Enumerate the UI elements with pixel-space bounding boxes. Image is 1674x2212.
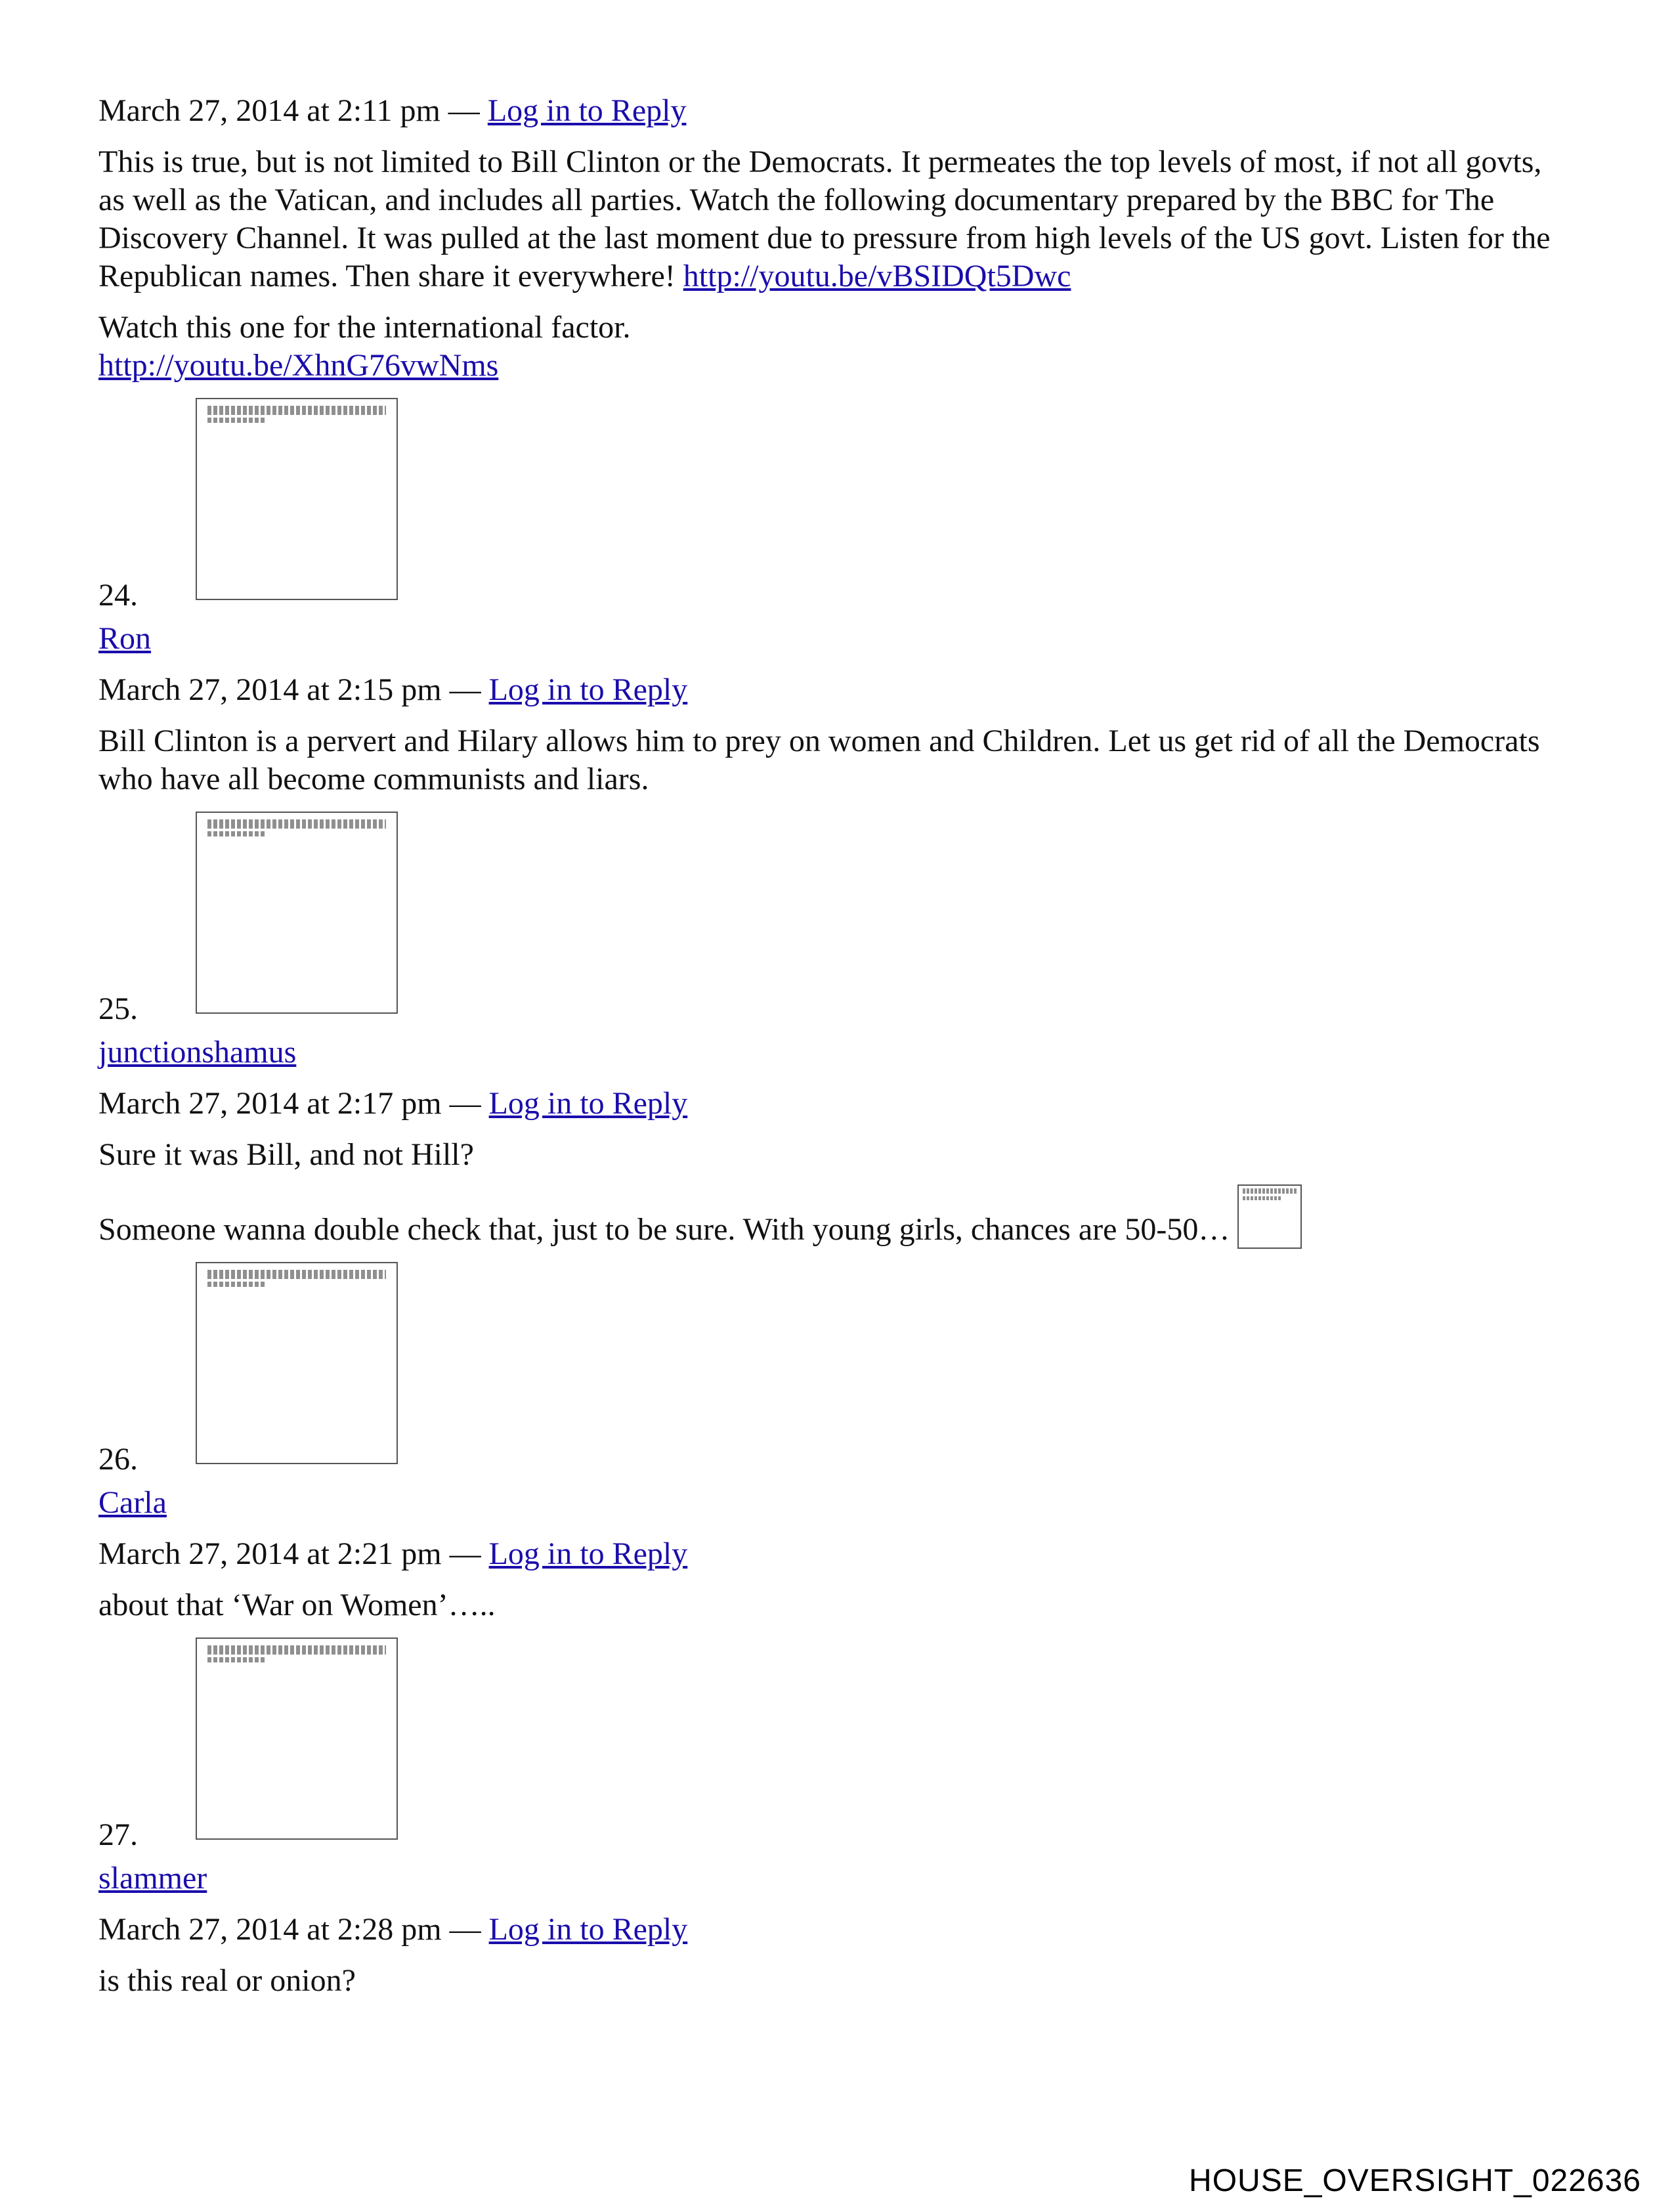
comment-header	[98, 398, 1576, 615]
comment-meta: March 27, 2014 at 2:21 pm — Log in to Reply	[98, 1536, 688, 1571]
comment-author-link[interactable]: junctionshamus	[98, 1035, 297, 1070]
comment-author-link[interactable]: Ron	[98, 621, 152, 656]
avatar-placeholder	[196, 1637, 398, 1840]
comment-header	[98, 1637, 1576, 1854]
comment-number: 24.	[98, 578, 138, 613]
comment-meta: March 27, 2014 at 2:28 pm — Log in to Reply	[98, 1912, 688, 1947]
comment-number: 26.	[98, 1442, 138, 1477]
comment-body: about that ‘War on Women’…..	[98, 1588, 496, 1622]
avatar-placeholder	[196, 812, 398, 1014]
comment-header	[98, 812, 1576, 1028]
comment-number: 25.	[98, 991, 138, 1026]
log-in-to-reply-link[interactable]: Log in to Reply	[488, 672, 688, 707]
youtube-link[interactable]: http://youtu.be/XhnG76vwNms	[98, 348, 499, 383]
comment-extra: Watch this one for the international factor. http://youtu.be/XhnG76vwNms	[98, 310, 631, 383]
comment-author-link[interactable]: slammer	[98, 1861, 207, 1896]
avatar-placeholder	[196, 398, 398, 600]
bates-number: HOUSE_OVERSIGHT_022636	[1189, 2163, 1641, 2198]
comment-thread	[98, 92, 1576, 2000]
emoji-image-placeholder	[1237, 1184, 1302, 1249]
log-in-to-reply-link[interactable]: Log in to Reply	[488, 1086, 688, 1121]
youtube-link[interactable]: http://youtu.be/vBSIDQt5Dwc	[683, 259, 1071, 293]
comment-header	[98, 1262, 1576, 1479]
comment-extra: Someone wanna double check that, just to be sure. With young girls, chances are 50-50…	[98, 1184, 1576, 1249]
comment-meta: March 27, 2014 at 2:15 pm — Log in to Reply	[98, 672, 688, 707]
comment-body: is this real or onion?	[98, 1963, 356, 1998]
comment-meta: March 27, 2014 at 2:11 pm — Log in to Reply	[98, 93, 687, 128]
comment-number: 27.	[98, 1817, 138, 1852]
log-in-to-reply-link[interactable]: Log in to Reply	[488, 1912, 688, 1947]
log-in-to-reply-link[interactable]: Log in to Reply	[488, 1536, 688, 1571]
log-in-to-reply-link[interactable]: Log in to Reply	[487, 93, 687, 128]
comment-body: Sure it was Bill, and not Hill?	[98, 1137, 474, 1172]
comment-author-link[interactable]: Carla	[98, 1485, 167, 1520]
comment-body: This is true, but is not limited to Bill Clinton or the Democrats. It permeates the top levels of most, if not all govts, as well as the Vatican, and includes all parties. Watch the following documentary prepared by the BBC for The Discovery Channel. It was pulled at the last moment due to pressure from high levels of the US govt. Listen for the Republican names. Then share it everywhere! http://youtu.be/vBSIDQt5Dwc	[98, 144, 1551, 293]
comment-meta: March 27, 2014 at 2:17 pm — Log in to Reply	[98, 1086, 688, 1121]
avatar-placeholder	[196, 1262, 398, 1464]
comment-body: Bill Clinton is a pervert and Hilary allows him to prey on women and Children. Let us get rid of all the Democrats who have all become communists and liars.	[98, 724, 1540, 796]
